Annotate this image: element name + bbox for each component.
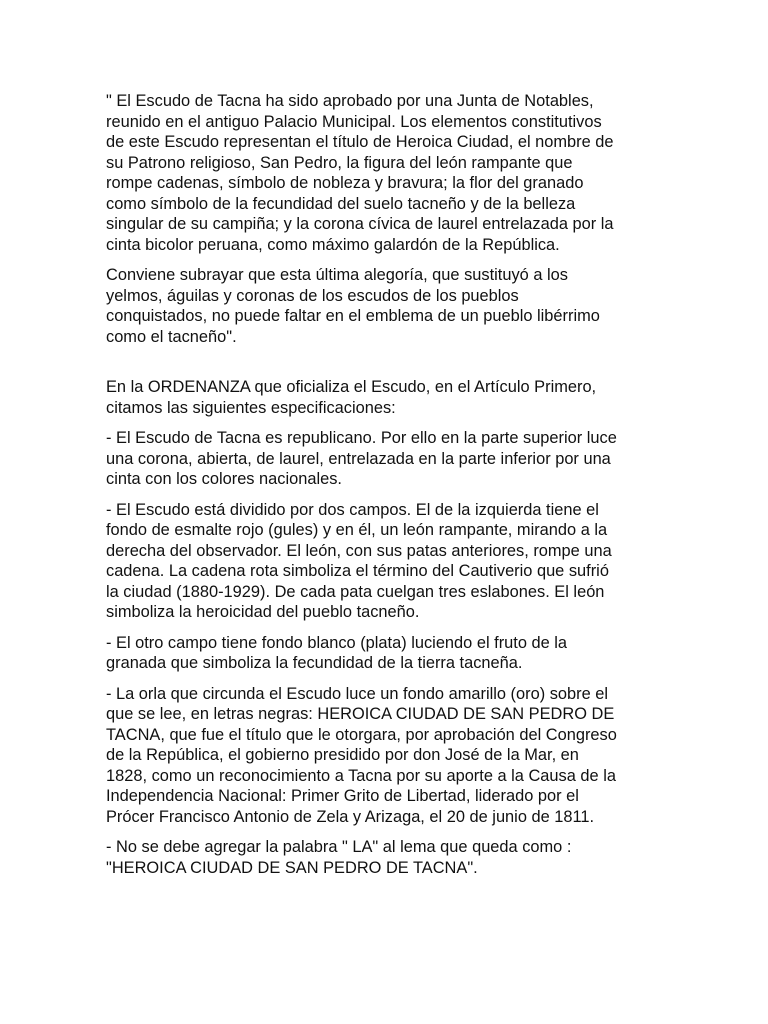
spec-item-campos: - El Escudo está dividido por dos campos. El de la izquierda tiene el fondo de esmalte rojo (gules) y en él, un león rampante, mirando a la derecha del observador. El león, con sus patas anteriores, rompe una cadena. La cadena rota simboliza el término del Cautiverio que sufrió la ciudad (1880-1929). De cada pata cuelgan tres eslabones. El león simboliza la heroicidad del pueblo tacneño. xyxy=(106,500,612,621)
quote-paragraph-alegoria: Conviene subrayar que esta última alegoría, que sustituyó a los yelmos, águilas y coronas de los escudos de los pueblos conquistados, no puede faltar en el emblema de un pueblo libérrimo como el tacneño". xyxy=(106,266,600,346)
spec-item-lema: - No se debe agregar la palabra " LA" al lema que queda como : "HEROICA CIUDAD DE SAN PEDRO DE TACNA". xyxy=(106,838,572,877)
spec-item-orla: - La orla que circunda el Escudo luce un fondo amarillo (oro) sobre el que se lee, en letras negras: HEROICA CIUDAD DE SAN PEDRO DE TACNA, que fue el título que le otorgara, por aprobación del Congreso de la República, el gobierno presidido por don José de la Mar, en 1828, como un reconocimiento a Tacna por su aporte a la Causa de la Independencia Nacional: Primer Grito de Libertad, liderado por el Prócer Francisco Antonio de Zela y Arizaga, el 20 de junio de 1811. xyxy=(106,684,617,826)
ordenanza-intro-paragraph: En la ORDENANZA que oficializa el Escudo, en el Artículo Primero, citamos las siguientes especificaciones: xyxy=(106,378,597,417)
spec-item-otro-campo: - El otro campo tiene fondo blanco (plata) luciendo el fruto de la granada que simboliza la fecundidad de la tierra tacneña. xyxy=(106,633,568,672)
document-page xyxy=(106,91,666,888)
spec-item-republicano: - El Escudo de Tacna es republicano. Por ello en la parte superior luce una corona, abierta, de laurel, entrelazada en la parte inferior por una cinta con los colores nacionales. xyxy=(106,429,617,488)
quote-paragraph-escudo: " El Escudo de Tacna ha sido aprobado por una Junta de Notables, reunido en el antiguo Palacio Municipal. Los elementos constitutivos de este Escudo representan el título de Heroica Ciudad, el nombre de su Patrono religioso, San Pedro, la figura del león rampante que rompe cadenas, símbolo de nobleza y bravura; la flor del granado como símbolo de la fecundidad del suelo tacneño y de la belleza singular de su campiña; y la corona cívica de laurel entrelazada por la cinta bicolor peruana, como máximo galardón de la República. xyxy=(106,92,614,254)
